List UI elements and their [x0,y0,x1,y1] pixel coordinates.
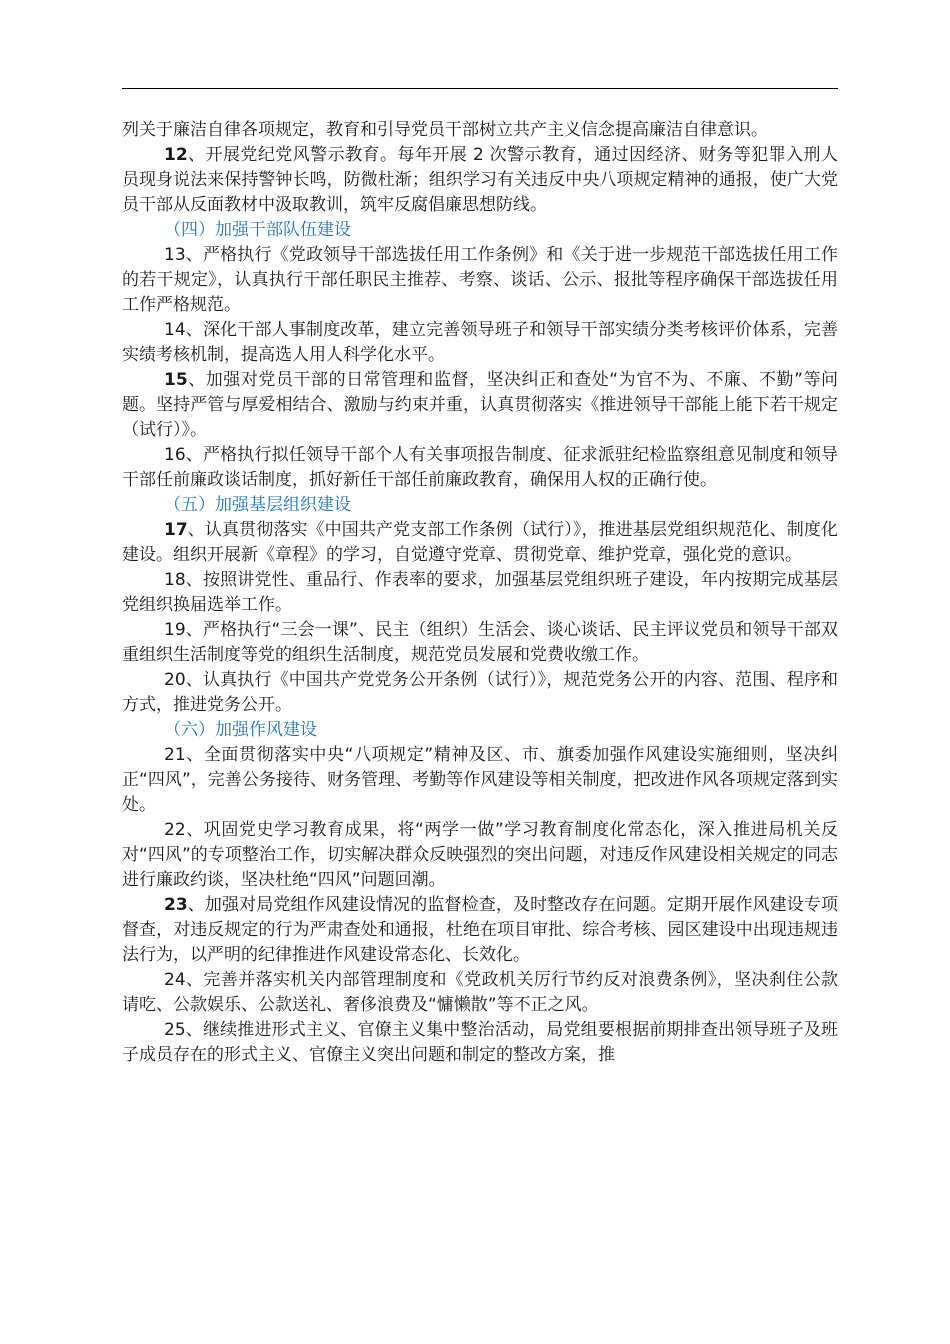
paragraph-text: 18、按照讲党性、重品行、作表率的要求，加强基层党组织班子建设，年内按期完成基层党组织换届选举工作。 [122,570,838,615]
body-paragraph [122,443,838,493]
paragraph-text: 16、严格执行拟任领导干部个人有关事项报告制度、征求派驻纪检监察组意见制度和领导干部任前廉政谈话制度，抓好新任干部任前廉政教育，确保用人权的正确行使。 [122,445,838,490]
paragraph-text: 19、严格执行“三会一课”、民主（组织）生活会、谈心谈话、民主评议党员和领导干部双重组织生活制度等党的组织生活制度，规范党员发展和党费收缴工作。 [122,620,838,665]
body-paragraph [122,618,838,668]
body-paragraph [122,318,838,368]
item-number: 23 [164,895,188,915]
header-rule [122,88,838,89]
body-paragraph [122,893,838,968]
body-paragraph [122,243,838,318]
section-heading: （六）加强作风建设 [164,720,317,740]
item-number: 15 [164,370,188,390]
body-paragraph [122,743,838,818]
body-paragraph [122,518,838,568]
paragraph-text: 14、深化干部人事制度改革，建立完善领导班子和领导干部实绩分类考核评价体系，完善实绩考核机制，提高选人用人科学化水平。 [122,320,838,365]
paragraph-text: 24、完善并落实机关内部管理制度和《党政机关厉行节约反对浪费条例》，坚决刹住公款请吃、公款娱乐、公款送礼、奢侈浪费及“慵懒散”等不正之风。 [122,970,838,1015]
paragraph-text: 13、严格执行《党政领导干部选拔任用工作条例》和《关于进一步规范干部选拔任用工作的若干规定》，认真执行干部任职民主推荐、考察、谈话、公示、报批等程序确保干部选拔任用工作严格规范。 [122,245,838,315]
section-heading: （四）加强干部队伍建设 [164,220,351,240]
paragraph-text: 25、继续推进形式主义、官僚主义集中整治活动，局党组要根据前期排查出领导班子及班子成员存在的形式主义、官僚主义突出问题和制定的整改方案，推 [122,1020,838,1065]
paragraph-text: 21、全面贯彻落实中央“八项规定”精神及区、市、旗委加强作风建设实施细则，坚决纠正“四风”，完善公务接待、财务管理、考勤等作风建设等相关制度，把改进作风各项规定落到实处。 [122,745,838,815]
body-paragraph [122,818,838,893]
body-paragraph [122,143,838,218]
paragraph-text: 列关于廉洁自律各项规定，教育和引导党员干部树立共产主义信念提高廉洁自律意识。 [122,120,768,140]
paragraph-text: 20、认真执行《中国共产党党务公开条例（试行）》，规范党务公开的内容、范围、程序和方式，推进党务公开。 [122,670,838,715]
body-paragraph [122,118,838,143]
body-paragraph [122,668,838,718]
section-heading: （五）加强基层组织建设 [164,495,351,515]
body-paragraph [122,968,838,1018]
item-number: 17 [164,520,188,540]
paragraph-text: 、加强对党员干部的日常管理和监督，坚决纠正和查处“为官不为、不廉、不勤”等问题。坚持严管与厚爱相结合、激励与约束并重，认真贯彻落实《推进领导干部能上能下若干规定（试行）》。 [122,370,838,440]
body-paragraph [122,368,838,443]
paragraph-text: 、认真贯彻落实《中国共产党支部工作条例（试行）》，推进基层党组织规范化、制度化建设。组织开展新《章程》的学习，自觉遵守党章、贯彻党章、维护党章，强化党的意识。 [122,520,838,565]
document-body [122,118,838,1068]
item-number: 12 [164,145,188,165]
body-paragraph [122,1018,838,1068]
paragraph-text: 、加强对局党组作风建设情况的监督检查，及时整改存在问题。定期开展作风建设专项督查，对违反规定的行为严肃查处和通报，杜绝在项目审批、综合考核、园区建设中出现违规违法行为，以严明的纪律推进作风建设常态化、长效化。 [122,895,838,965]
paragraph-text: 22、巩固党史学习教育成果，将“两学一做”学习教育制度化常态化，深入推进局机关反对“四风”的专项整治工作，切实解决群众反映强烈的突出问题，对违反作风建设相关规定的同志进行廉政约谈，坚决杜绝“四风”问题回潮。 [122,820,838,890]
paragraph-text: 、开展党纪党风警示教育。每年开展 2 次警示教育，通过因经济、财务等犯罪入刑人员现身说法来保持警钟长鸣，防微杜渐；组织学习有关违反中央八项规定精神的通报，使广大党员干部从反面教材中汲取教训，筑牢反腐倡廉思想防线。 [122,145,838,215]
body-paragraph [122,568,838,618]
